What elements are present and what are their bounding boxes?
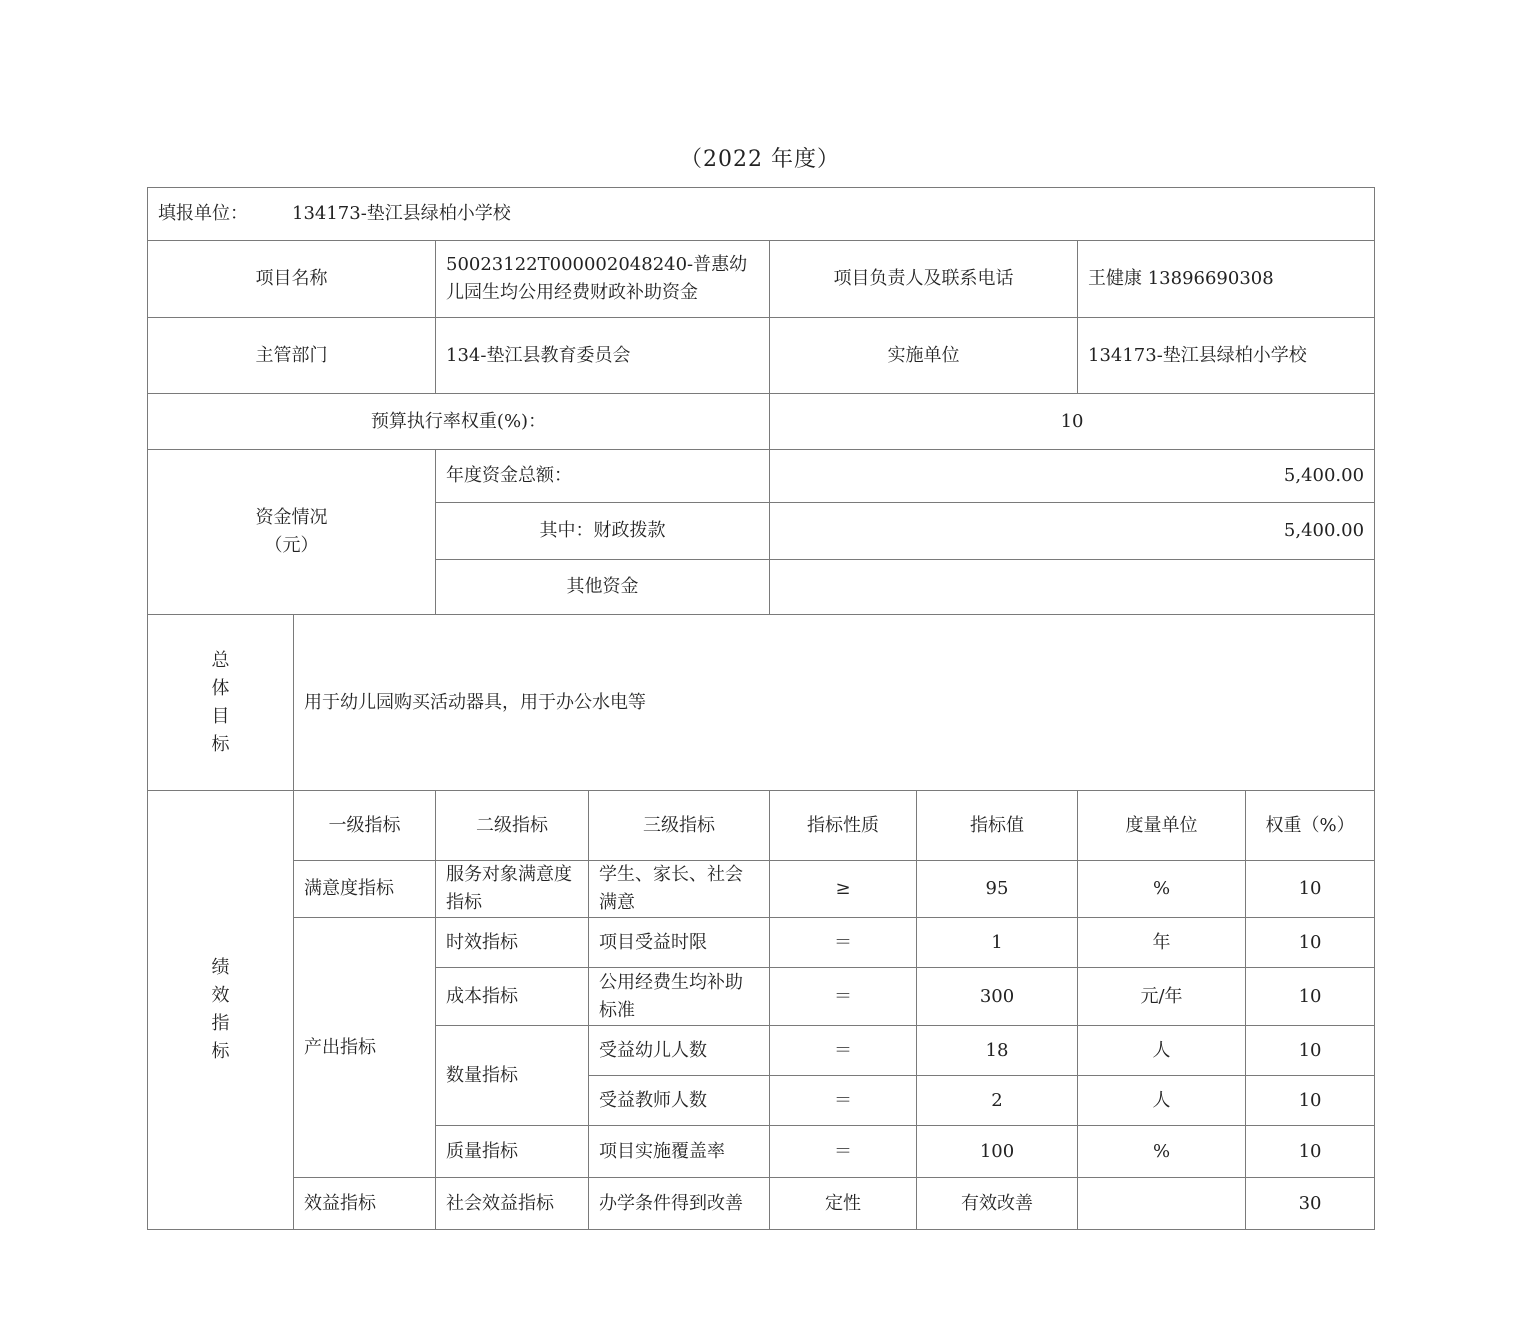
value-cell: 2 bbox=[917, 1076, 1078, 1126]
value-cell: 1 bbox=[917, 918, 1078, 968]
weight-cell: 10 bbox=[1246, 861, 1375, 918]
weight-cell: 30 bbox=[1246, 1178, 1375, 1230]
goal-label-char: 体 bbox=[211, 677, 230, 699]
level2-cell: 数量指标 bbox=[436, 1026, 589, 1126]
nature-cell: ＝ bbox=[770, 1076, 917, 1126]
level1-cell: 效益指标 bbox=[294, 1178, 436, 1230]
filing-unit-row bbox=[148, 188, 1375, 241]
overall-goal-label bbox=[148, 615, 294, 791]
level2-cell: 质量指标 bbox=[436, 1126, 589, 1178]
funds-label-line1: 资金情况 bbox=[255, 507, 328, 528]
project-name-label: 项目名称 bbox=[148, 241, 436, 318]
department-value: 134-垫江县教育委员会 bbox=[436, 318, 770, 394]
indicator-label-char: 绩 bbox=[211, 957, 230, 978]
indicator-row bbox=[148, 1178, 1375, 1230]
funds-other-label: 其他资金 bbox=[436, 560, 770, 615]
unit-cell: 年 bbox=[1078, 918, 1246, 968]
nature-cell: ＝ bbox=[770, 1126, 917, 1178]
unit-cell: 元/年 bbox=[1078, 968, 1246, 1026]
project-manager-label: 项目负责人及联系电话 bbox=[770, 241, 1078, 318]
performance-indicator-label bbox=[148, 791, 294, 1230]
level3-cell: 项目实施覆盖率 bbox=[589, 1126, 770, 1178]
budget-weight-label: 预算执行率权重(%)： bbox=[148, 394, 770, 450]
unit-cell: % bbox=[1078, 1126, 1246, 1178]
budget-weight-value: 10 bbox=[770, 394, 1375, 450]
weight-cell: 10 bbox=[1246, 1026, 1375, 1076]
funds-label-line2: （元） bbox=[264, 535, 319, 556]
funds-total-label: 年度资金总额： bbox=[436, 450, 770, 503]
weight-cell: 10 bbox=[1246, 918, 1375, 968]
header-level1: 一级指标 bbox=[294, 791, 436, 861]
level1-cell: 产出指标 bbox=[294, 918, 436, 1178]
nature-cell: ＝ bbox=[770, 918, 917, 968]
indicator-row bbox=[148, 918, 1375, 968]
value-cell: 95 bbox=[917, 861, 1078, 918]
nature-cell: 定性 bbox=[770, 1178, 917, 1230]
level3-cell: 公用经费生均补助标准 bbox=[589, 968, 770, 1026]
project-name-row bbox=[148, 241, 1375, 318]
header-unit: 度量单位 bbox=[1078, 791, 1246, 861]
header-level3: 三级指标 bbox=[589, 791, 770, 861]
unit-cell: % bbox=[1078, 861, 1246, 918]
value-cell: 300 bbox=[917, 968, 1078, 1026]
nature-cell: ≥ bbox=[770, 861, 917, 918]
indicator-header-row bbox=[148, 791, 1375, 861]
level1-cell: 满意度指标 bbox=[294, 861, 436, 918]
weight-cell: 10 bbox=[1246, 968, 1375, 1026]
indicator-row bbox=[148, 861, 1375, 918]
unit-cell: 人 bbox=[1078, 1076, 1246, 1126]
funds-total-value: 5,400.00 bbox=[770, 450, 1375, 503]
indicator-label-char: 效 bbox=[211, 985, 230, 1006]
funds-other-value bbox=[770, 560, 1375, 615]
level3-cell: 受益教师人数 bbox=[589, 1076, 770, 1126]
funds-total-row bbox=[148, 450, 1375, 503]
funds-fiscal-value: 5,400.00 bbox=[770, 503, 1375, 560]
level3-cell: 受益幼儿人数 bbox=[589, 1026, 770, 1076]
funds-fiscal-label: 其中：财政拨款 bbox=[436, 503, 770, 560]
indicator-label-char: 指 bbox=[211, 1013, 230, 1034]
header-nature: 指标性质 bbox=[770, 791, 917, 861]
filing-unit-value: 134173-垫江县绿柏小学校 bbox=[292, 203, 511, 224]
nature-cell: ＝ bbox=[770, 1026, 917, 1076]
goal-label-char: 标 bbox=[211, 733, 230, 755]
level3-cell: 办学条件得到改善 bbox=[589, 1178, 770, 1230]
header-level2: 二级指标 bbox=[436, 791, 589, 861]
goal-label-char: 总 bbox=[211, 649, 230, 671]
department-label: 主管部门 bbox=[148, 318, 436, 394]
performance-target-table bbox=[147, 187, 1375, 1230]
value-cell: 18 bbox=[917, 1026, 1078, 1076]
header-value: 指标值 bbox=[917, 791, 1078, 861]
year-title: （2022 年度） bbox=[680, 147, 840, 172]
filing-unit-cell bbox=[148, 188, 1375, 241]
header-weight: 权重（%） bbox=[1246, 791, 1375, 861]
indicator-label-char: 标 bbox=[211, 1041, 230, 1062]
budget-weight-row bbox=[148, 394, 1375, 450]
weight-cell: 10 bbox=[1246, 1126, 1375, 1178]
value-cell: 100 bbox=[917, 1126, 1078, 1178]
unit-cell: 人 bbox=[1078, 1026, 1246, 1076]
implementing-unit-value: 134173-垫江县绿柏小学校 bbox=[1078, 318, 1375, 394]
level2-cell: 时效指标 bbox=[436, 918, 589, 968]
implementing-unit-label: 实施单位 bbox=[770, 318, 1078, 394]
goal-label-char: 目 bbox=[211, 705, 230, 727]
project-name-value: 50023122T000002048240-普惠幼儿园生均公用经费财政补助资金 bbox=[436, 241, 770, 318]
department-row bbox=[148, 318, 1375, 394]
level2-cell: 服务对象满意度指标 bbox=[436, 861, 589, 918]
unit-cell bbox=[1078, 1178, 1246, 1230]
overall-goal-row bbox=[148, 615, 1375, 791]
level3-cell: 学生、家长、社会满意 bbox=[589, 861, 770, 918]
level2-cell: 社会效益指标 bbox=[436, 1178, 589, 1230]
funds-label bbox=[148, 450, 436, 615]
project-manager-value: 王健康 13896690308 bbox=[1078, 241, 1375, 318]
level3-cell: 项目受益时限 bbox=[589, 918, 770, 968]
level2-cell: 成本指标 bbox=[436, 968, 589, 1026]
nature-cell: ＝ bbox=[770, 968, 917, 1026]
value-cell: 有效改善 bbox=[917, 1178, 1078, 1230]
weight-cell: 10 bbox=[1246, 1076, 1375, 1126]
overall-goal-text: 用于幼儿园购买活动器具，用于办公水电等 bbox=[294, 615, 1375, 791]
filing-unit-label: 填报单位： bbox=[158, 203, 248, 224]
